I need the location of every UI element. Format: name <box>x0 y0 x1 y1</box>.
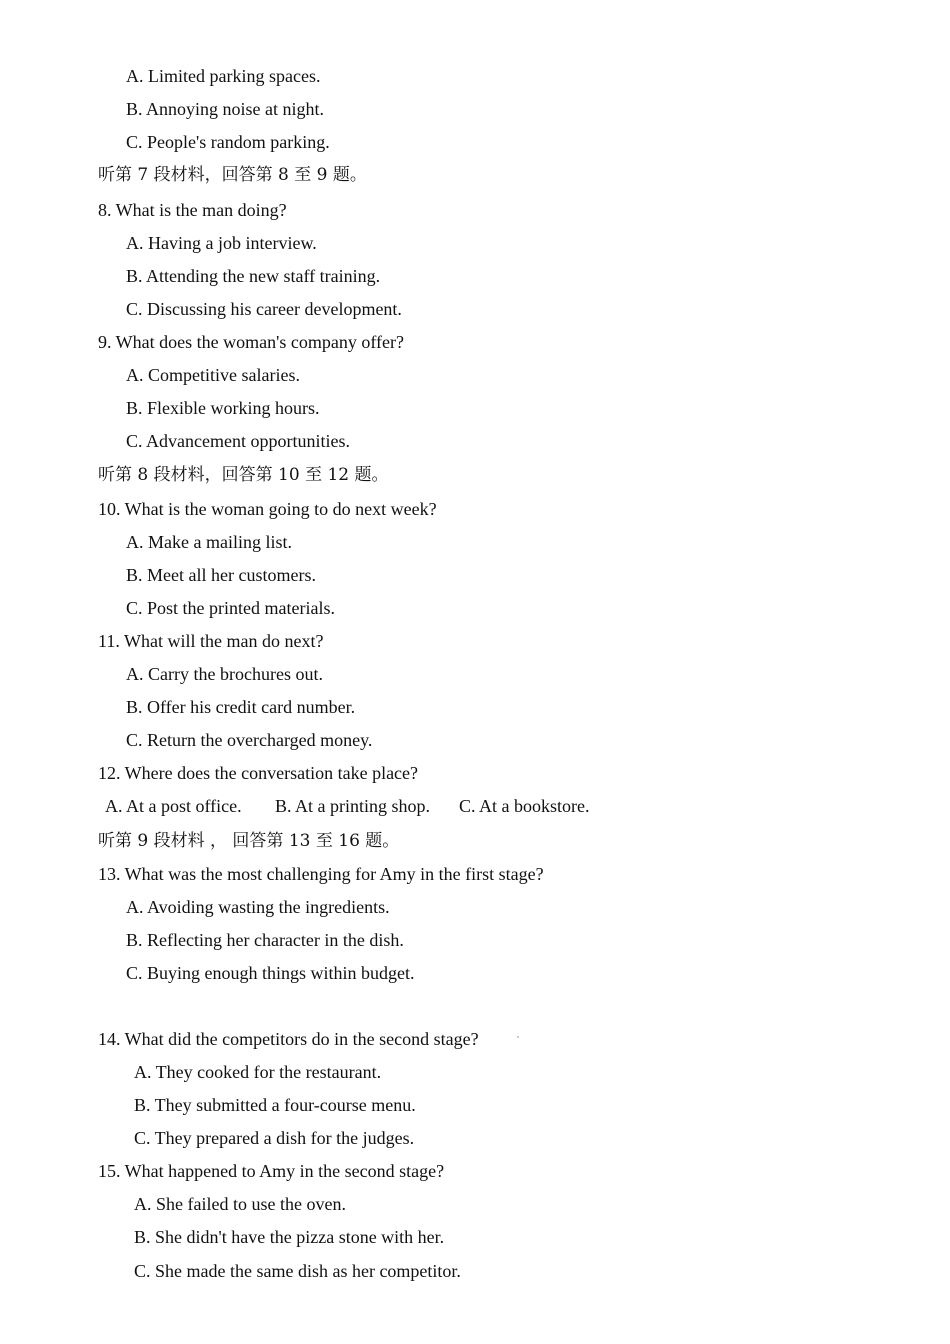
q10-option-b: B. Meet all her customers. <box>126 565 316 585</box>
question-15: 15. What happened to Amy in the second stage? <box>98 1161 445 1181</box>
section-7-instruction: 听第 7 段材料，回答第 8 至 9 题。 <box>98 165 367 185</box>
q12-option-c: C. At a bookstore. <box>459 796 590 816</box>
q12-option-a: A. At a post office. <box>105 796 242 816</box>
section-9-instruction: 听第 9 段材料 ， 回答第 13 至 16 题。 <box>98 831 400 851</box>
q8-option-a: A. Having a job interview. <box>126 233 317 253</box>
q11-option-c: C. Return the overcharged money. <box>126 730 373 750</box>
q7-option-a: A. Limited parking spaces. <box>126 66 321 86</box>
q7-option-b: B. Annoying noise at night. <box>126 99 324 119</box>
q8-option-b: B. Attending the new staff training. <box>126 266 381 286</box>
question-12: 12. Where does the conversation take place? <box>98 763 419 783</box>
question-11: 11. What will the man do next? <box>98 631 324 651</box>
question-13: 13. What was the most challenging for Amy in the first stage? <box>98 864 544 884</box>
q13-option-c: C. Buying enough things within budget. <box>126 963 415 983</box>
question-8: 8. What is the man doing? <box>98 200 287 220</box>
q10-option-c: C. Post the printed materials. <box>126 598 335 618</box>
q13-option-b: B. Reflecting her character in the dish. <box>126 930 404 950</box>
question-9: 9. What does the woman's company offer? <box>98 332 404 352</box>
q14-option-b: B. They submitted a four-course menu. <box>134 1095 416 1115</box>
q9-option-b: B. Flexible working hours. <box>126 398 320 418</box>
q9-option-a: A. Competitive salaries. <box>126 365 300 385</box>
section-8-instruction: 听第 8 段材料，回答第 10 至 12 题。 <box>98 465 389 485</box>
q15-option-b: B. She didn't have the pizza stone with her. <box>134 1227 445 1247</box>
q12-option-b: B. At a printing shop. <box>275 796 431 816</box>
q11-option-b: B. Offer his credit card number. <box>126 697 356 717</box>
q11-option-a: A. Carry the brochures out. <box>126 664 323 684</box>
stray-mark <box>517 1036 519 1038</box>
q7-option-c: C. People's random parking. <box>126 132 330 152</box>
q8-option-c: C. Discussing his career development. <box>126 299 402 319</box>
q10-option-a: A. Make a mailing list. <box>126 532 292 552</box>
q15-option-c: C. She made the same dish as her competitor. <box>134 1261 461 1281</box>
q14-option-c: C. They prepared a dish for the judges. <box>134 1128 415 1148</box>
q14-option-a: A. They cooked for the restaurant. <box>134 1062 382 1082</box>
q15-option-a: A. She failed to use the oven. <box>134 1194 346 1214</box>
q13-option-a: A. Avoiding wasting the ingredients. <box>126 897 390 917</box>
question-10: 10. What is the woman going to do next week? <box>98 499 437 519</box>
q9-option-c: C. Advancement opportunities. <box>126 431 350 451</box>
question-14: 14. What did the competitors do in the second stage? <box>98 1029 479 1049</box>
